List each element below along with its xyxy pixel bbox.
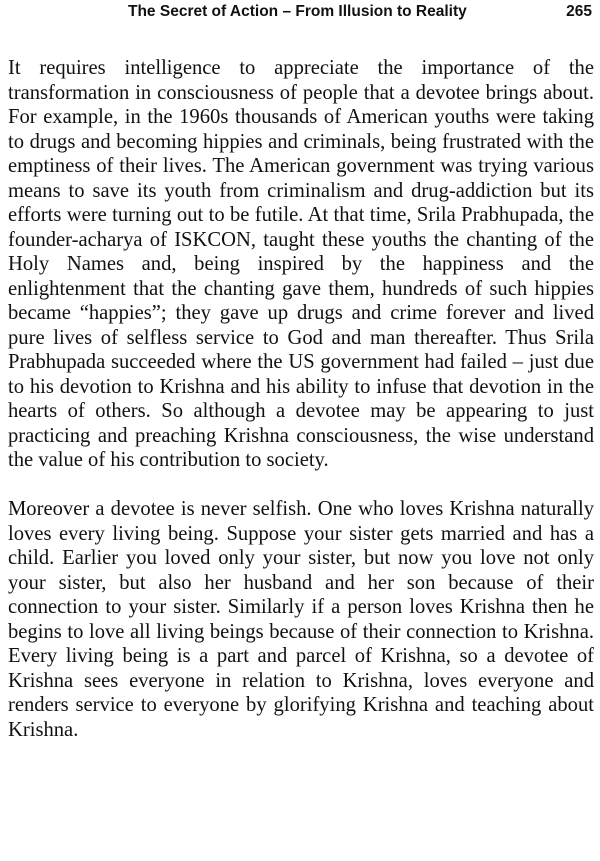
page-number: 265 xyxy=(566,3,592,20)
paragraph-2: Moreover a devotee is never selfish. One who loves Krishna naturally loves every living being. Suppose your sister gets married and has a child. Earlier you loved only your sister, but now you love not only your sister, but also her husband and her son because of their connection to your sister. Similarly if a person loves Krishna then he begins to love all living beings because of their connection to Krishna. Every living being is a part and parcel of Krishna, so a devotee of Krishna sees everyone in relation to Krishna, loves everyone and renders service to everyone by glorifying Krishna and teaching about Krishna. xyxy=(8,498,594,741)
running-title: The Secret of Action – From Illusion to Reality xyxy=(128,3,467,20)
paragraph-1: It requires intelligence to appreciate the importance of the transformation in consciousness of people that a devotee brings about. For example, in the 1960s thousands of American youths were taking to drugs and becoming hippies and criminals, being frustrated with the emptiness of their lives. The American government was trying various means to save its youth from criminalism and drug-addiction but its efforts were turning out to be futile. At that time, Srila Prabhupada, the founder-acharya of ISKCON, taught these youths the chanting of the Holy Names and, being inspired by the happiness and the enlightenment that the chanting gave them, hundreds of such hippies became “happies”; they gave up drugs and crime forever and lived pure lives of selfless service to God and man thereafter. Thus Srila Prabhupada succeeded where the US government had failed – just due to his devotion to Krishna and his ability to infuse that devotion in the hearts of others. So although a devotee may be appearing to just practicing and preaching Krishna consciousness, the wise understand the value of his contribution to society. xyxy=(8,57,594,471)
body-text xyxy=(8,56,594,742)
running-header xyxy=(0,3,600,25)
